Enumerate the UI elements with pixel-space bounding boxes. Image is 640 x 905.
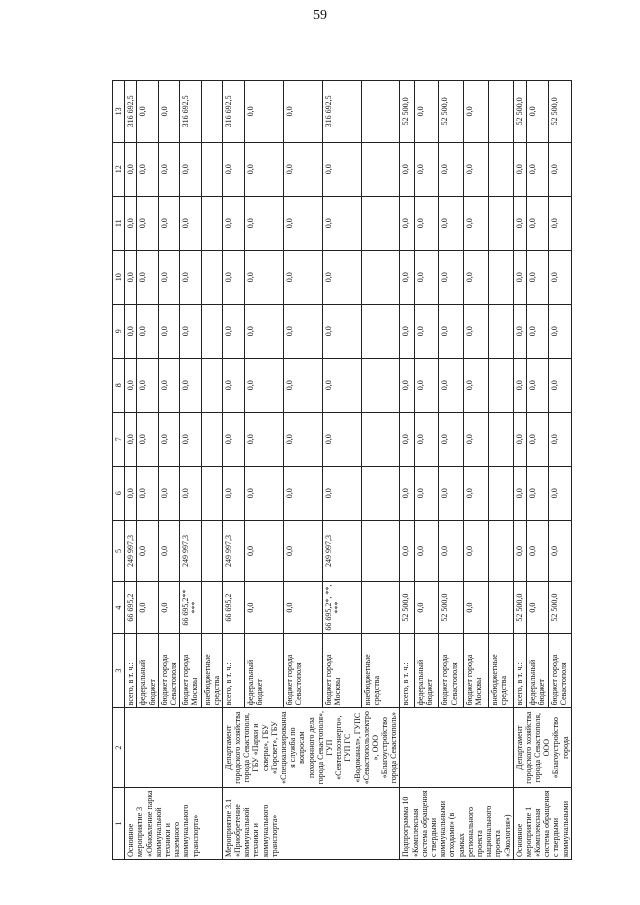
value-cell: 0,0 <box>125 466 137 520</box>
value-cell: 0,0 <box>245 520 284 582</box>
value-cell <box>488 81 513 143</box>
value-cell: 0,0 <box>513 520 526 582</box>
value-cell: 0,0 <box>322 358 361 412</box>
value-cell: 0,0 <box>137 142 158 196</box>
value-cell: 0,0 <box>137 412 158 466</box>
table-row <box>125 81 137 860</box>
value-cell: 0,0 <box>549 250 572 304</box>
value-cell: 0,0 <box>464 250 489 304</box>
value-cell <box>488 582 513 633</box>
value-cell: 0,0 <box>439 196 464 250</box>
value-cell: 0,0 <box>283 81 322 143</box>
value-cell: 0,0 <box>439 142 464 196</box>
funding-source: бюджет города Севастополя <box>549 633 572 708</box>
value-cell: 52 500,0 <box>513 582 526 633</box>
value-cell: 0,0 <box>245 142 284 196</box>
funding-source: федеральный бюджет <box>526 633 549 708</box>
value-cell: 316 692,5 <box>180 81 201 143</box>
value-cell: 0,0 <box>137 520 158 582</box>
value-cell: 0,0 <box>400 412 414 466</box>
column-header: 8 <box>113 358 125 412</box>
value-cell <box>361 81 400 143</box>
value-cell: 0,0 <box>526 196 549 250</box>
value-cell <box>201 466 222 520</box>
value-cell: 52 500,0 <box>549 582 572 633</box>
value-cell <box>361 196 400 250</box>
column-header: 5 <box>113 520 125 582</box>
funding-source: федеральный бюджет <box>414 633 439 708</box>
value-cell: 0,0 <box>526 582 549 633</box>
value-cell: 0,0 <box>283 412 322 466</box>
value-cell: 0,0 <box>245 81 284 143</box>
value-cell <box>488 250 513 304</box>
value-cell <box>361 304 400 358</box>
value-cell: 0,0 <box>464 304 489 358</box>
value-cell: 0,0 <box>439 358 464 412</box>
value-cell: 0,0 <box>158 466 179 520</box>
value-cell: 0,0 <box>245 412 284 466</box>
value-cell: 0,0 <box>283 520 322 582</box>
column-header: 2 <box>113 708 125 788</box>
value-cell: 0,0 <box>137 582 158 633</box>
value-cell <box>361 520 400 582</box>
value-cell: 0,0 <box>245 582 284 633</box>
value-cell: 0,0 <box>549 142 572 196</box>
column-header: 12 <box>113 142 125 196</box>
column-header: 13 <box>113 81 125 143</box>
value-cell <box>488 466 513 520</box>
measure-name: Мероприятие 3.1 «Приобретение коммунальной техники и коммунального транспорта» <box>222 788 400 860</box>
executor-cell <box>125 708 223 788</box>
column-header: 7 <box>113 412 125 466</box>
value-cell: 52 500,0 <box>513 81 526 143</box>
value-cell: 249 997,3 <box>322 520 361 582</box>
measure-name: Основное мероприятие 3 «Обновление парка коммунальной техники и наземного коммунального транспорта» <box>125 788 223 860</box>
value-cell: 0,0 <box>283 142 322 196</box>
value-cell: 249 997,3 <box>125 520 137 582</box>
column-header: 10 <box>113 250 125 304</box>
value-cell: 0,0 <box>245 250 284 304</box>
value-cell: 0,0 <box>526 304 549 358</box>
table-row <box>222 81 244 860</box>
measure-name: Подпрограмма 10 «Комплексная система обращения с твердыми коммунальными отходами» (в рамках регионального проекта национального проекта «Экология») <box>400 788 513 860</box>
value-cell: 316 692,5 <box>222 81 244 143</box>
value-cell: 0,0 <box>414 142 439 196</box>
value-cell: 0,0 <box>464 142 489 196</box>
value-cell: 0,0 <box>400 250 414 304</box>
value-cell <box>488 520 513 582</box>
page-number: 59 <box>313 8 327 23</box>
value-cell: 0,0 <box>283 466 322 520</box>
value-cell: 0,0 <box>513 358 526 412</box>
funding-source: внебюджетные средства <box>488 633 513 708</box>
value-cell: 0,0 <box>125 196 137 250</box>
funding-source: бюджет города Москвы <box>180 633 201 708</box>
value-cell: 0,0 <box>464 358 489 412</box>
value-cell <box>201 81 222 143</box>
funding-source: внебюджетные средства <box>201 633 222 708</box>
funding-source: бюджет города Москвы <box>322 633 361 708</box>
funding-source: всего, в т. ч.: <box>400 633 414 708</box>
value-cell: 0,0 <box>513 304 526 358</box>
value-cell: 0,0 <box>245 358 284 412</box>
value-cell: 0,0 <box>222 250 244 304</box>
value-cell: 0,0 <box>526 520 549 582</box>
value-cell: 0,0 <box>400 358 414 412</box>
value-cell <box>201 358 222 412</box>
value-cell <box>361 358 400 412</box>
value-cell: 0,0 <box>180 142 201 196</box>
funding-source: федеральный бюджет <box>245 633 284 708</box>
funding-source: бюджет города Севастополя <box>283 633 322 708</box>
value-cell: 0,0 <box>322 412 361 466</box>
value-cell <box>488 196 513 250</box>
value-cell <box>488 142 513 196</box>
value-cell: 0,0 <box>158 196 179 250</box>
value-cell: 0,0 <box>400 520 414 582</box>
value-cell: 0,0 <box>464 466 489 520</box>
value-cell <box>201 582 222 633</box>
value-cell <box>201 520 222 582</box>
value-cell: 0,0 <box>464 582 489 633</box>
value-cell: 0,0 <box>513 250 526 304</box>
table-body <box>125 81 572 860</box>
value-cell: 0,0 <box>137 304 158 358</box>
value-cell: 52 500,0 <box>439 81 464 143</box>
value-cell: 0,0 <box>137 466 158 520</box>
value-cell: 0,0 <box>414 582 439 633</box>
value-cell: 0,0 <box>322 466 361 520</box>
value-cell: 0,0 <box>414 81 439 143</box>
value-cell: 66 695,2 <box>125 582 137 633</box>
value-cell: 0,0 <box>222 304 244 358</box>
value-cell: 0,0 <box>526 412 549 466</box>
funding-source: всего, в т. ч.: <box>513 633 526 708</box>
value-cell: 0,0 <box>414 466 439 520</box>
value-cell <box>361 466 400 520</box>
value-cell: 0,0 <box>549 304 572 358</box>
executor-cell: Департамент городского хозяйства города Севастополя, ООО «Благоустройство города <box>513 708 571 788</box>
value-cell: 0,0 <box>549 520 572 582</box>
value-cell: 0,0 <box>414 520 439 582</box>
value-cell: 0,0 <box>283 358 322 412</box>
value-cell: 0,0 <box>464 81 489 143</box>
value-cell: 316 692,5 <box>322 81 361 143</box>
value-cell: 0,0 <box>158 81 179 143</box>
value-cell: 0,0 <box>283 582 322 633</box>
value-cell: 0,0 <box>180 412 201 466</box>
value-cell: 66 695,2 <box>222 582 244 633</box>
value-cell: 249 997,3 <box>180 520 201 582</box>
value-cell: 0,0 <box>222 412 244 466</box>
value-cell: 0,0 <box>526 250 549 304</box>
value-cell: 0,0 <box>439 250 464 304</box>
value-cell: 0,0 <box>414 196 439 250</box>
value-cell: 0,0 <box>513 466 526 520</box>
funding-source: федеральный бюджет <box>137 633 158 708</box>
value-cell: 0,0 <box>180 358 201 412</box>
value-cell: 0,0 <box>513 412 526 466</box>
value-cell: 0,0 <box>414 250 439 304</box>
table-row <box>400 81 414 860</box>
value-cell: 66 695,2*, **, *** <box>322 582 361 633</box>
value-cell: 0,0 <box>414 358 439 412</box>
value-cell <box>201 196 222 250</box>
value-cell: 0,0 <box>158 520 179 582</box>
value-cell: 52 500,0 <box>439 582 464 633</box>
column-header: 9 <box>113 304 125 358</box>
value-cell: 0,0 <box>439 466 464 520</box>
value-cell: 0,0 <box>158 304 179 358</box>
value-cell: 0,0 <box>322 250 361 304</box>
value-cell: 0,0 <box>513 196 526 250</box>
value-cell: 249 997,3 <box>222 520 244 582</box>
value-cell: 0,0 <box>137 358 158 412</box>
value-cell <box>488 358 513 412</box>
executor-cell: Департамент городского хозяйства города Севастополя, ГБУ «Парки и скверы», ГБУ «Горсвет», ГБУ «Специализированная служба по вопросам похоронного дела города Севастополя», ГУП «Севтеплоэнерго», ГУП ГС «Водоканал», ГУПС «Севастопольэлектро», ООО «Благоустройство города Севастополь» <box>222 708 400 788</box>
value-cell <box>201 304 222 358</box>
value-cell: 0,0 <box>400 196 414 250</box>
value-cell: 0,0 <box>549 196 572 250</box>
value-cell <box>361 412 400 466</box>
value-cell: 0,0 <box>158 250 179 304</box>
value-cell: 0,0 <box>125 142 137 196</box>
value-cell: 0,0 <box>245 196 284 250</box>
value-cell: 0,0 <box>400 304 414 358</box>
value-cell: 0,0 <box>245 304 284 358</box>
value-cell: 0,0 <box>549 466 572 520</box>
value-cell: 0,0 <box>125 412 137 466</box>
value-cell: 0,0 <box>526 81 549 143</box>
value-cell: 0,0 <box>158 142 179 196</box>
value-cell <box>201 412 222 466</box>
value-cell: 0,0 <box>526 142 549 196</box>
value-cell: 0,0 <box>283 250 322 304</box>
value-cell: 0,0 <box>180 196 201 250</box>
value-cell: 0,0 <box>464 196 489 250</box>
value-cell: 0,0 <box>439 412 464 466</box>
value-cell: 0,0 <box>180 250 201 304</box>
value-cell: 316 692,5 <box>125 81 137 143</box>
measure-name: Основное мероприятие 1 «Комплексная система обращения с твердыми коммунальными <box>513 788 571 860</box>
column-header: 6 <box>113 466 125 520</box>
value-cell: 0,0 <box>158 358 179 412</box>
value-cell: 0,0 <box>400 466 414 520</box>
value-cell: 0,0 <box>222 196 244 250</box>
value-cell: 52 500,0 <box>400 582 414 633</box>
column-header: 4 <box>113 582 125 633</box>
rotated-table-wrapper <box>112 80 570 860</box>
value-cell: 0,0 <box>549 412 572 466</box>
value-cell: 0,0 <box>125 358 137 412</box>
value-cell: 0,0 <box>526 358 549 412</box>
funding-source: всего, в т. ч.: <box>222 633 244 708</box>
table-row <box>513 81 526 860</box>
value-cell: 52 500,0 <box>400 81 414 143</box>
value-cell: 0,0 <box>526 466 549 520</box>
value-cell: 0,0 <box>513 142 526 196</box>
column-header: 11 <box>113 196 125 250</box>
value-cell: 0,0 <box>439 520 464 582</box>
value-cell <box>488 304 513 358</box>
value-cell: 0,0 <box>180 466 201 520</box>
value-cell <box>361 142 400 196</box>
value-cell: 0,0 <box>400 142 414 196</box>
value-cell: 0,0 <box>414 304 439 358</box>
value-cell: 0,0 <box>414 412 439 466</box>
value-cell: 0,0 <box>222 142 244 196</box>
value-cell: 0,0 <box>222 466 244 520</box>
value-cell: 0,0 <box>464 520 489 582</box>
value-cell: 0,0 <box>158 582 179 633</box>
value-cell: 0,0 <box>137 196 158 250</box>
value-cell <box>488 412 513 466</box>
budget-table <box>112 80 572 860</box>
value-cell: 0,0 <box>322 142 361 196</box>
value-cell <box>201 142 222 196</box>
value-cell: 52 500,0 <box>549 81 572 143</box>
value-cell: 0,0 <box>245 466 284 520</box>
value-cell <box>201 250 222 304</box>
executor-cell <box>400 708 513 788</box>
funding-source: бюджет города Севастополя <box>439 633 464 708</box>
funding-source: внебюджетные средства <box>361 633 400 708</box>
value-cell: 0,0 <box>322 196 361 250</box>
funding-source: бюджет города Севастополя <box>158 633 179 708</box>
funding-source: всего, в т. ч.: <box>125 633 137 708</box>
column-header: 3 <box>113 633 125 708</box>
funding-source: бюджет города Москвы <box>464 633 489 708</box>
value-cell <box>361 582 400 633</box>
value-cell: 0,0 <box>125 304 137 358</box>
value-cell: 0,0 <box>158 412 179 466</box>
value-cell: 0,0 <box>549 358 572 412</box>
value-cell: 0,0 <box>125 250 137 304</box>
column-header: 1 <box>113 788 125 860</box>
value-cell: 66 695,2** *** <box>180 582 201 633</box>
value-cell: 0,0 <box>283 196 322 250</box>
value-cell: 0,0 <box>283 304 322 358</box>
value-cell: 0,0 <box>137 250 158 304</box>
value-cell: 0,0 <box>137 81 158 143</box>
value-cell: 0,0 <box>322 304 361 358</box>
value-cell: 0,0 <box>464 412 489 466</box>
value-cell: 0,0 <box>439 304 464 358</box>
value-cell: 0,0 <box>222 358 244 412</box>
header-row <box>113 81 125 860</box>
value-cell <box>361 250 400 304</box>
value-cell: 0,0 <box>180 304 201 358</box>
